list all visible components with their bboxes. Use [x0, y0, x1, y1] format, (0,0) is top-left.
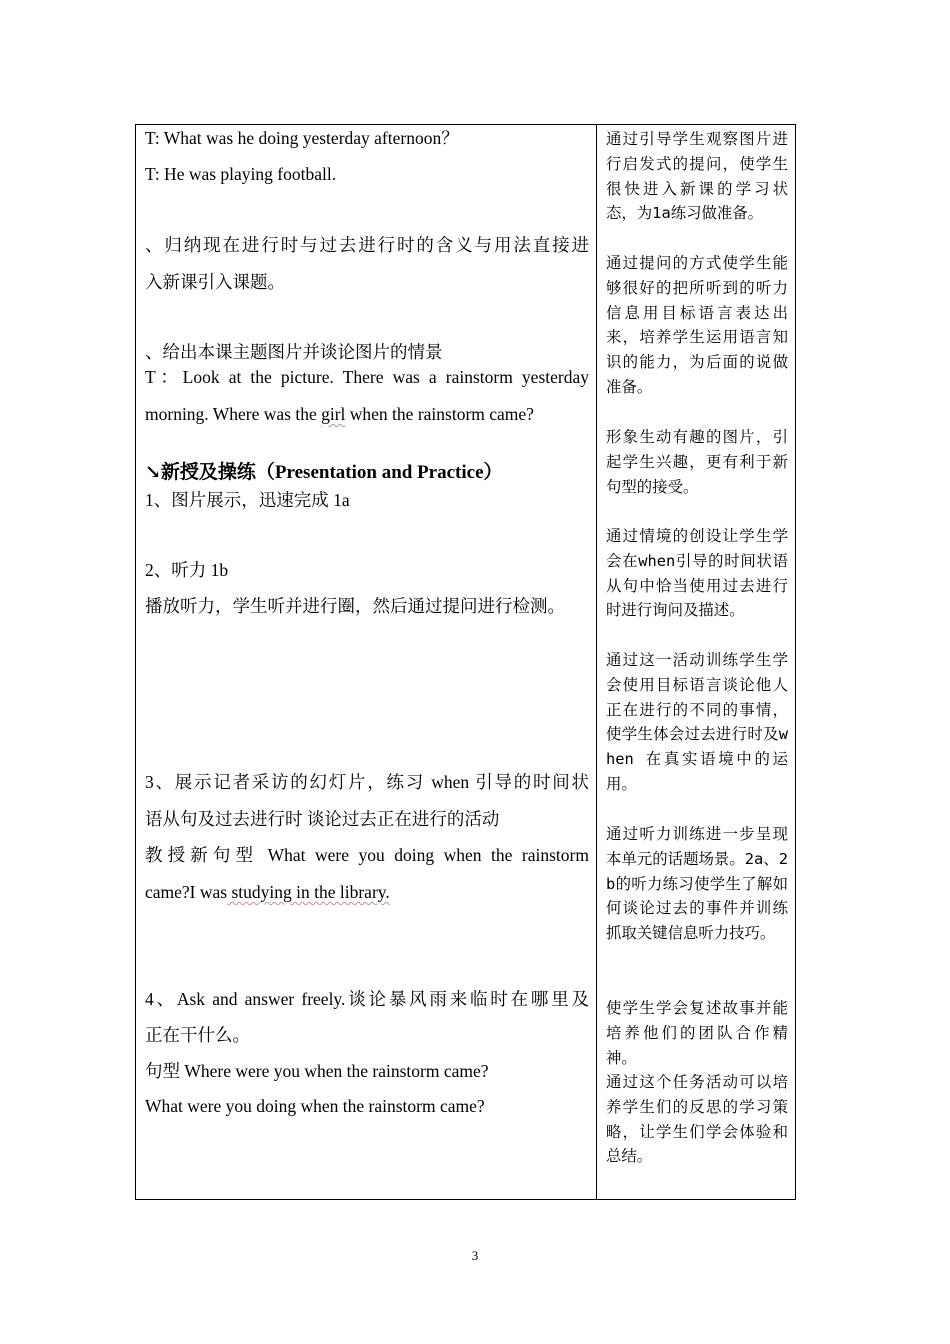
lesson-plan-table — [135, 124, 796, 1200]
section-heading: ↘新授及操练（Presentation and Practice） — [145, 462, 503, 483]
design-note-2: 通过提问的方式使学生能够很好的把所听到的听力信息用目标语言表达出来，培养学生运用语言知识的能力，为后面的说做准备。 — [606, 254, 788, 396]
design-note-5: 通过这一活动训练学生学会使用目标语言谈论他人正在进行的不同的事情，使学生体会过去进行时及when 在真实语境中的运用。 — [606, 651, 788, 793]
picture-prompt-line-2: morning. Where was the girl when the rainstorm came? — [145, 404, 534, 424]
activity-4-line-2: 正在干什么。 — [145, 1025, 250, 1045]
activity-3-sentence-line-2: came?I was studying in the library. — [145, 882, 390, 902]
design-note-6: 通过听力训练进一步呈现本单元的话题场景。2a、2b的听力练习使学生了解如何谈论过去的事件并训练抓取关键信息听力技巧。 — [606, 825, 788, 943]
design-note-3: 形象生动有趣的图片，引起学生兴趣，更有利于新句型的接受。 — [606, 428, 788, 496]
page-number: 3 — [471, 1248, 479, 1263]
sentence-pattern-1: 句型 Where were you when the rainstorm came? — [145, 1061, 489, 1081]
design-note-1: 通过引导学生观察图片进行启发式的提问，使学生很快进入新课的学习状态，为1a练习做准备。 — [606, 130, 788, 223]
activity-3-line-2: 语从句及过去进行时 谈论过去正在进行的活动 — [145, 809, 500, 829]
activity-3-sentence-line-1: 教授新句型 What were you doing when the rainstorm — [145, 845, 589, 865]
dialogue-question: T: What was he doing yesterday afternoon？ — [145, 128, 459, 148]
design-note-4: 通过情境的创设让学生学会在when引导的时间状语从句中恰当使用过去进行时进行询问及描述。 — [606, 527, 788, 620]
sentence-pattern-2: What were you doing when the rainstorm came? — [145, 1096, 485, 1116]
activity-4-line-1: 4、Ask and answer freely.谈论暴风雨来临时在哪里及 — [145, 989, 589, 1009]
step-summary-line-1: 、归纳现在进行时与过去进行时的含义与用法直接进 — [145, 235, 589, 255]
column-divider — [596, 125, 597, 1199]
activity-2: 2、听力 1b — [145, 560, 229, 580]
activity-1: 1、图片展示，迅速完成 1a — [145, 490, 350, 510]
design-note-7: 使学生学会复述故事并能培养他们的团队合作精神。 — [606, 999, 788, 1067]
picture-prompt-line-1: T：Look at the picture. There was a rainstorm yesterday — [145, 367, 589, 387]
activity-3-line-1: 3、展示记者采访的幻灯片，练习 when 引导的时间状 — [145, 772, 589, 792]
activity-2-description: 播放听力，学生听并进行圈，然后通过提问进行检测。 — [145, 596, 565, 616]
step-picture-intro: 、给出本课主题图片并谈论图片的情景 — [145, 342, 443, 362]
dialogue-answer: T: He was playing football. — [145, 164, 337, 184]
design-note-8: 通过这个任务活动可以培养学生们的反思的学习策略，让学生们学会体验和总结。 — [606, 1073, 788, 1166]
step-summary-line-2: 入新课引入课题。 — [145, 272, 285, 292]
